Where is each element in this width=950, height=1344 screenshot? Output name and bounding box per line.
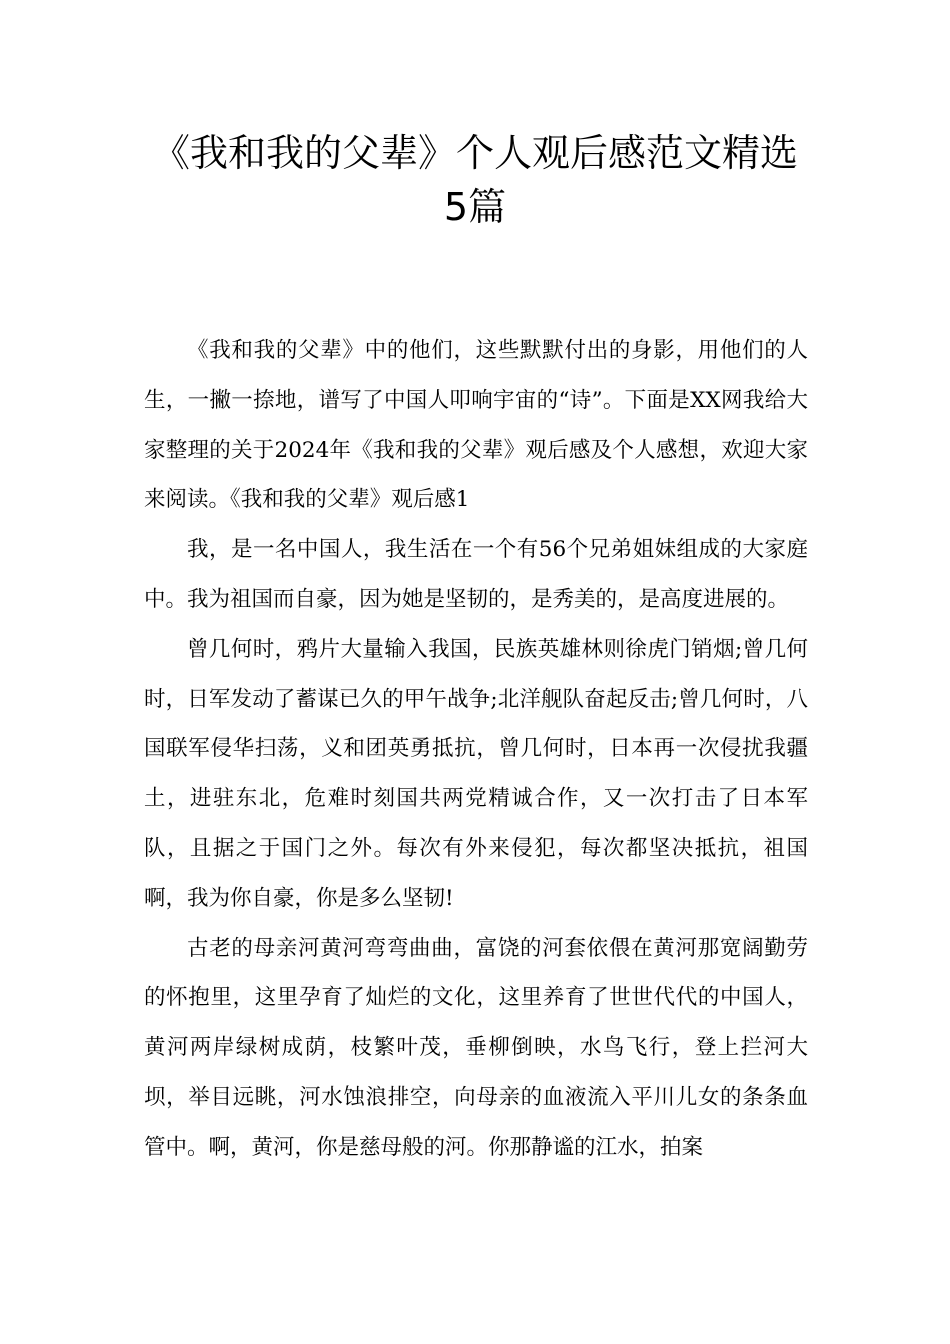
paragraph-history: 曾几何时，鸦片大量输入我国，民族英雄林则徐虎门销烟;曾几何时，日军发动了蓄谋已久的甲午战争;北洋舰队奋起反击;曾几何时，八国联军侵华扫荡，义和团英勇抵抗，曾几何时，日本再一次侵扰我疆土，进驻东北，危难时刻国共两党精诚合作，又一次打击了日本军队，且据之于国门之外。每次有外来侵犯，每次都坚决抵抗，祖国啊，我为你自豪，你是多么坚韧! bbox=[144, 636, 808, 911]
document-title-line-2: 5篇 bbox=[443, 185, 507, 229]
paragraph-yellow-river: 古老的母亲河黄河弯弯曲曲，富饶的河套依偎在黄河那宽阔勤劳的怀抱里，这里孕育了灿烂的文化，这里养育了世世代代的中国人，黄河两岸绿树成荫，枝繁叶茂，垂柳倒映，水鸟飞行，登上拦河大坝，举目远眺，河水蚀浪排空，向母亲的血液流入平川儿女的条条血管中。啊，黄河，你是慈母般的河。你那静谧的江水，拍案 bbox=[144, 935, 808, 1160]
document-title-line-1: 《我和我的父辈》个人观后感范文精选 bbox=[151, 131, 798, 175]
paragraph-intro: 《我和我的父辈》中的他们，这些默默付出的身影，用他们的人生，一撇一捺地，谱写了中国人叩响宇宙的“诗”。下面是XX网我给大家整理的关于2024年《我和我的父辈》观后感及个人感想，欢迎大家来阅读。《我和我的父辈》观后感1 bbox=[144, 338, 808, 513]
document-body bbox=[144, 326, 808, 1173]
document-title bbox=[60, 126, 890, 234]
paragraph-chinese-pride: 我，是一名中国人，我生活在一个有56个兄弟姐妹组成的大家庭中。我为祖国而自豪，因为她是坚韧的，是秀美的，是高度进展的。 bbox=[144, 537, 808, 612]
